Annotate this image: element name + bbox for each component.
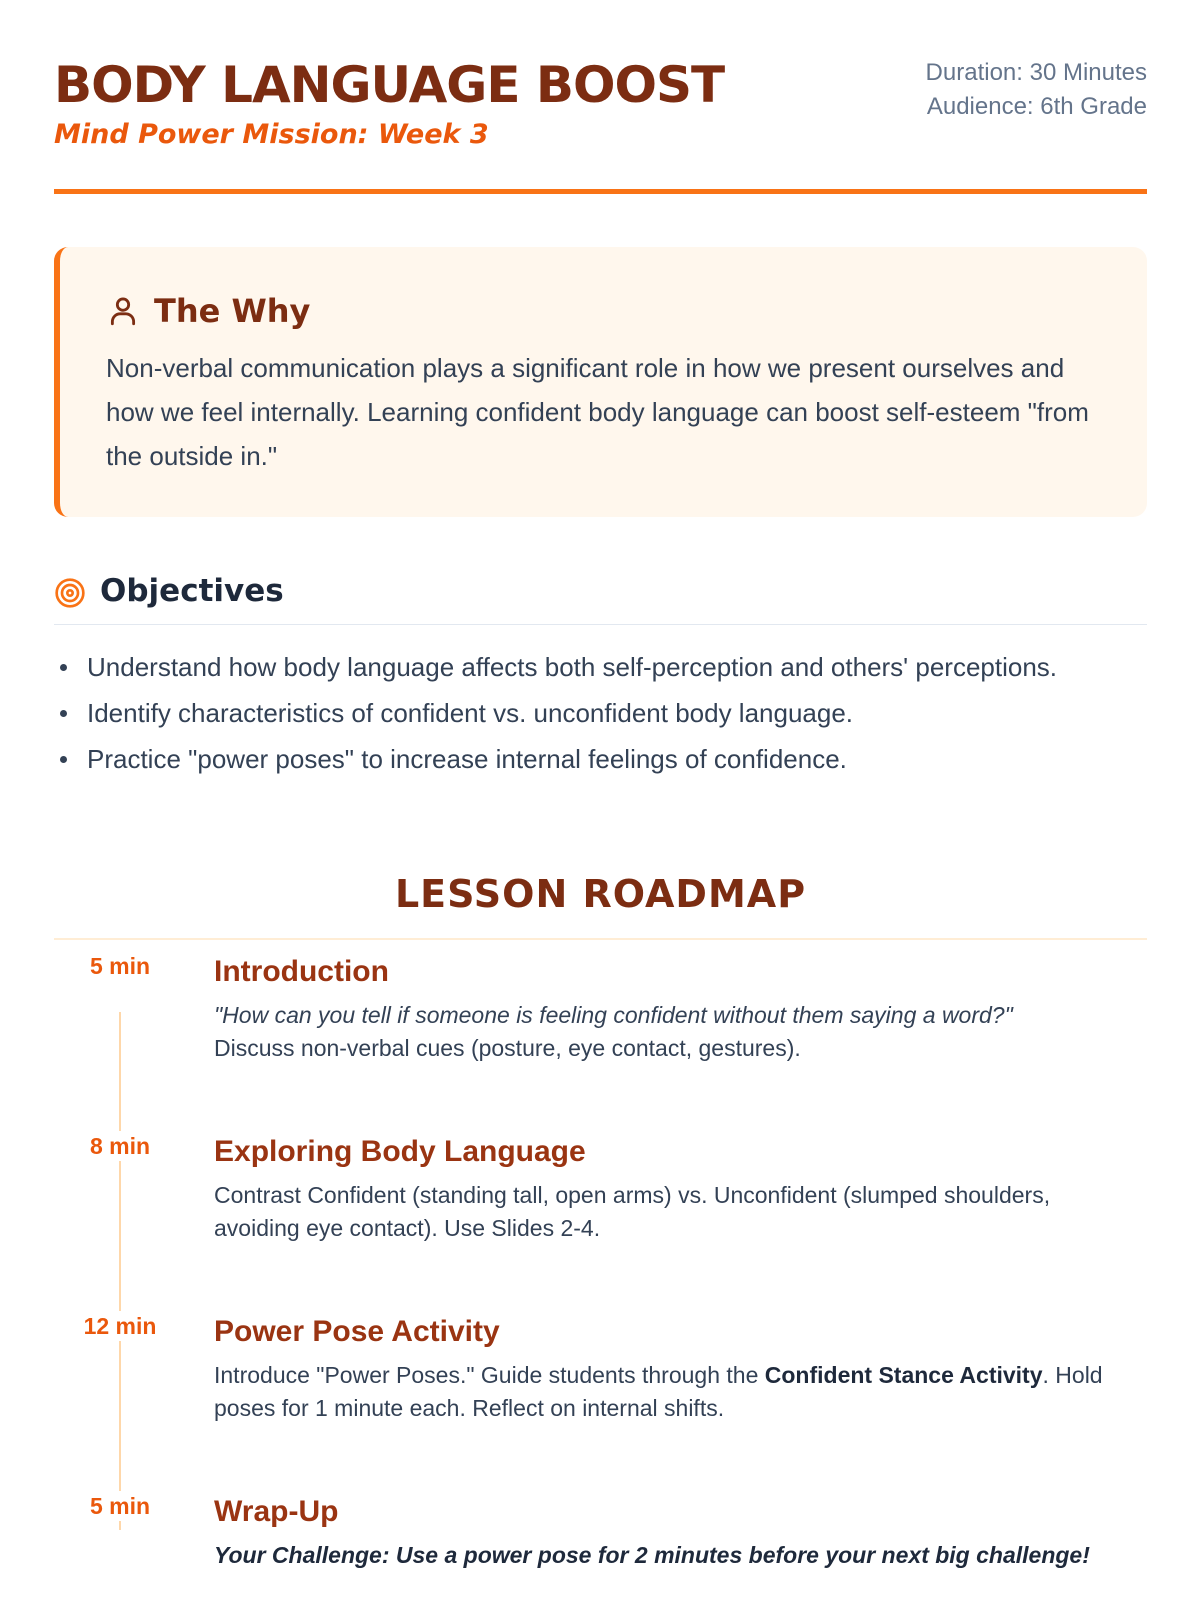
step-description xyxy=(214,999,1134,1065)
target-icon xyxy=(54,577,86,609)
challenge-text: Your Challenge: Use a power pose for 2 minutes before your next big challenge! xyxy=(214,1542,1090,1568)
audience-label: Audience: 6th Grade xyxy=(926,93,1147,120)
timeline-line xyxy=(119,1012,121,1530)
objectives-list xyxy=(54,647,1147,785)
step-text: Contrast Confident (standing tall, open arms) vs. Unconfident (slumped shoulders, avoiding eye contact). Use Slides 2-4. xyxy=(214,1182,1051,1241)
lesson-plan-page xyxy=(54,0,1147,1600)
step-text: . Hold poses for 1 minute each. Reflect on internal shifts. xyxy=(214,1362,1103,1421)
why-section xyxy=(54,247,1147,517)
step-quote: "How can you tell if someone is feeling confident without them saying a word?" xyxy=(214,1002,1013,1028)
step-title: Exploring Body Language xyxy=(214,1135,586,1168)
step-title: Wrap-Up xyxy=(214,1495,339,1528)
step-description xyxy=(214,1179,1134,1245)
why-title: The Why xyxy=(154,292,311,330)
step-title: Power Pose Activity xyxy=(214,1315,500,1348)
step-time: 5 min xyxy=(54,1491,186,1521)
person-icon xyxy=(106,294,140,328)
step-description xyxy=(214,1539,1134,1572)
page-header xyxy=(54,52,1147,194)
roadmap-title: LESSON ROADMAP xyxy=(54,872,1147,940)
step-text: Discuss non-verbal cues (posture, eye contact, gestures). xyxy=(214,1035,801,1061)
objectives-heading xyxy=(54,573,1147,625)
objective-item: Practice "power poses" to increase internal feelings of confidence. xyxy=(54,739,1147,779)
page-subtitle: Mind Power Mission: Week 3 xyxy=(54,119,489,150)
lesson-meta xyxy=(926,56,1147,124)
why-heading xyxy=(106,289,310,333)
step-description xyxy=(214,1359,1134,1425)
step-title: Introduction xyxy=(214,955,389,988)
page-title: BODY LANGUAGE BOOST xyxy=(54,56,725,114)
step-time: 5 min xyxy=(54,951,186,981)
activity-name: Confident Stance Activity xyxy=(764,1362,1043,1388)
why-text: Non-verbal communication plays a significant role in how we present ourselves and how we feel internally. Learning confident body language can boost self-esteem "from the outside in." xyxy=(106,353,1089,471)
step-text: Introduce "Power Poses." Guide students through the xyxy=(214,1362,765,1388)
objective-item: Identify characteristics of confident vs. unconfident body language. xyxy=(54,693,1147,733)
step-time: 8 min xyxy=(54,1131,186,1161)
duration-label: Duration: 30 Minutes xyxy=(925,59,1147,86)
objective-item: Understand how body language affects both self-perception and others' perceptions. xyxy=(54,647,1147,687)
objectives-title: Objectives xyxy=(100,573,284,609)
step-time: 12 min xyxy=(54,1311,186,1341)
